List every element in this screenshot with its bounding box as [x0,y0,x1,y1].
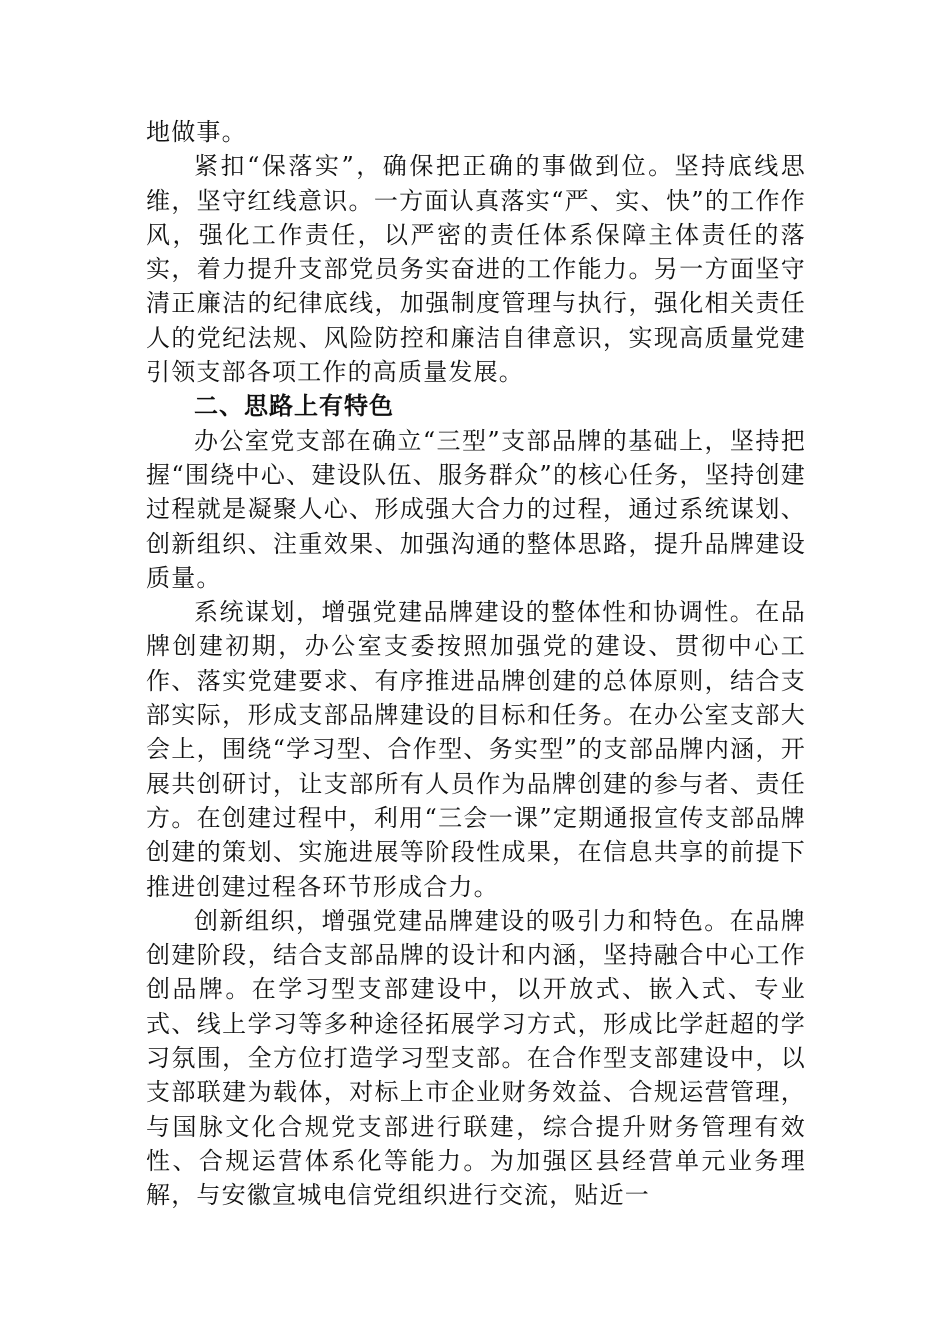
paragraph-brand-overview: 办公室党支部在确立“三型”支部品牌的基础上，坚持把握“围绕中心、建设队伍、服务群众”的核心任务，坚持创建过程就是凝聚人心、形成强大合力的过程，通过系统谋划、创新组织、注重效果、加强沟通的整体思路，提升品牌建设质量。 [146,426,806,592]
paragraph-continuation: 地做事。 [146,118,247,146]
document-page [146,115,806,1213]
section-heading: 二、思路上有特色 [194,392,394,421]
paragraph-system-planning: 系统谋划，增强党建品牌建设的整体性和协调性。在品牌创建初期，办公室支委按照加强党的建设、贯彻中心工作、落实党建要求、有序推进品牌创建的总体原则，结合支部实际，形成支部品牌建设的目标和任务。在办公室支部大会上，围绕“学习型、合作型、务实型”的支部品牌内涵，开展共创研讨，让支部所有人员作为品牌创建的参与者、责任方。在创建过程中，利用“三会一课”定期通报宣传支部品牌创建的策划、实施进展等阶段性成果，在信息共享的前提下推进创建过程各环节形成合力。 [146,598,806,901]
paragraph-innovative-organization: 创新组织，增强党建品牌建设的吸引力和特色。在品牌创建阶段，结合支部品牌的设计和内涵，坚持融合中心工作创品牌。在学习型支部建设中，以开放式、嵌入式、专业式、线上学习等多种途径拓展学习方式，形成比学赶超的学习氛围，全方位打造学习型支部。在合作型支部建设中，以支部联建为载体，对标上市企业财务效益、合规运营管理，与国脉文化合规党支部进行联建，综合提升财务管理有效性、合规运营体系化等能力。为加强区县经营单元业务理解，与安徽宣城电信党组织进行交流，贴近一 [146,906,806,1210]
paragraph-implementation: 紧扣“保落实”，确保把正确的事做到位。坚持底线思维，坚守红线意识。一方面认真落实“严、实、快”的工作作风，强化工作责任，以严密的责任体系保障主体责任的落实，着力提升支部党员务实奋进的工作能力。另一方面坚守清正廉洁的纪律底线，加强制度管理与执行，强化相关责任人的党纪法规、风险防控和廉洁自律意识，实现高质量党建引领支部各项工作的高质量发展。 [146,152,806,387]
